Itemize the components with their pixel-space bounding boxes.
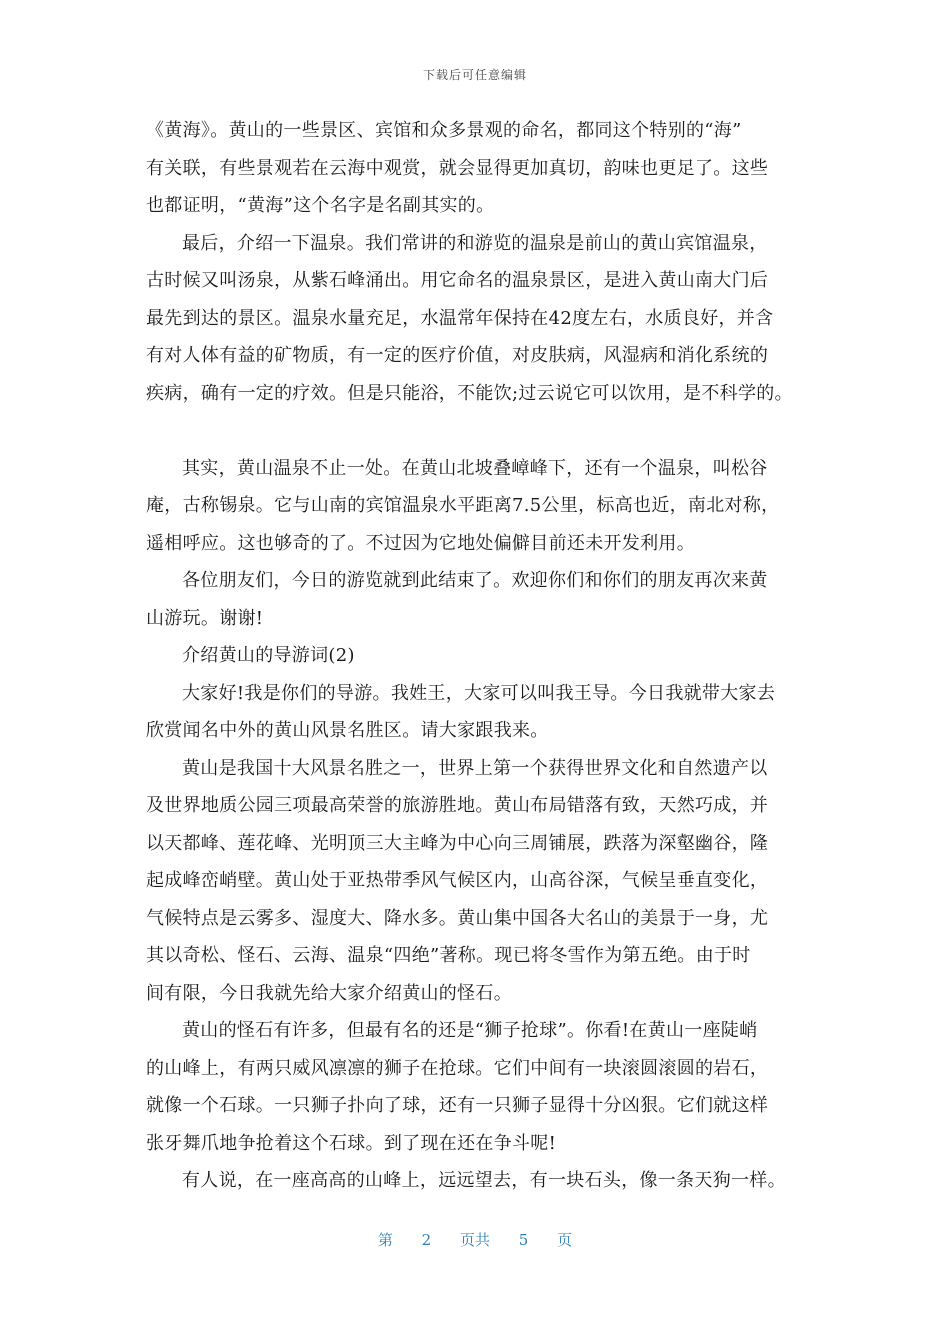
text-line: 也都证明，“黄海”这个名字是名副其实的。 (146, 195, 495, 216)
text-line: 有关联，有些景观若在云海中观赏，就会显得更加真切，韵味也更足了。这些 (146, 157, 769, 179)
text-line: 最先到达的景区。温泉水量充足，水温常年保持在42度左右，水质良好，并含 (146, 307, 774, 329)
footer-suffix: 页 (557, 1231, 573, 1249)
text-line: 及世界地质公园三项最高荣誉的旅游胜地。黄山布局错落有致，天然巧成，并 (146, 795, 769, 816)
text-line: 最后，介绍一下温泉。我们常讲的和游览的温泉是前山的黄山宾馆温泉， (182, 232, 768, 254)
total-page-number: 5 (518, 1231, 529, 1249)
text-line: 有人说，在一座高高的山峰上，远远望去，有一块石头，像一条天狗一样。 (182, 1170, 786, 1191)
text-line: 各位朋友们，今日的游览就到此结束了。欢迎你们和你们的朋友再次来黄 (182, 570, 768, 591)
text-line: 就像一个石球。一只狮子扑向了球，还有一只狮子显得十分凶狠。它们就这样 (146, 1095, 769, 1116)
text-line: 起成峰峦峭壁。黄山处于亚热带季风气候区内，山高谷深，气候呈垂直变化， (146, 870, 769, 891)
current-page-number: 2 (421, 1231, 432, 1249)
page-footer (0, 1229, 950, 1250)
footer-prefix: 第 (377, 1231, 393, 1249)
text-line: 张牙舞爪地争抢着这个石球。到了现在还在争斗呢! (146, 1132, 557, 1154)
text-line: 间有限，今日我就先给大家介绍黄山的怪石。 (146, 982, 512, 1004)
text-line: 《黄海》。黄山的一些景区、宾馆和众多景观的命名，都同这个特别的“海” (146, 120, 742, 141)
paragraph-gap (146, 412, 826, 450)
footer-middle: 页共 (459, 1231, 490, 1249)
text-line: 黄山的怪石有许多，但最有名的还是“狮子抢球”。你看!在黄山一座陡峭 (182, 1020, 758, 1041)
text-line: 遥相呼应。这也够奇的了。不过因为它地处偏僻目前还未开发利用。 (146, 532, 695, 554)
text-line: 大家好!我是你们的导游。我姓王，大家可以叫我王导。今日我就带大家去 (182, 682, 776, 704)
text-line: 黄山是我国十大风景名胜之一，世界上第一个获得世界文化和自然遗产以 (182, 757, 768, 779)
text-line: 疾病，确有一定的疗效。但是只能浴，不能饮;过云说它可以饮用，是不科学的。 (146, 382, 793, 404)
text-line: 古时候又叫汤泉，从紫石峰涌出。用它命名的温泉景区，是进入黄山南大门后 (146, 270, 769, 291)
document-body (146, 112, 826, 1200)
text-line: 其实，黄山温泉不止一处。在黄山北坡叠嶂峰下，还有一个温泉，叫松谷 (182, 457, 768, 479)
text-line: 气候特点是云雾多、湿度大、降水多。黄山集中国各大名山的美景于一身，尤 (146, 907, 769, 929)
text-line: 有对人体有益的矿物质，有一定的医疗价值，对皮肤病，风湿病和消化系统的 (146, 345, 769, 366)
section-heading: 介绍黄山的导游词(2) (182, 645, 355, 666)
text-line: 欣赏闻名中外的黄山风景名胜区。请大家跟我来。 (146, 720, 549, 741)
text-line: 其以奇松、怪石、云海、温泉“四绝”著称。现已将冬雪作为第五绝。由于时 (146, 945, 751, 966)
text-line: 以天都峰、莲花峰、光明顶三大主峰为中心向三周铺展，跌落为深壑幽谷，隆 (146, 832, 769, 854)
page-header: 下载后可任意编辑 (422, 68, 527, 82)
text-line: 的山峰上，有两只威风凛凛的狮子在抢球。它们中间有一块滚圆滚圆的岩石， (146, 1057, 769, 1079)
text-line: 庵，古称锡泉。它与山南的宾馆温泉水平距离7.5公里，标高也近，南北对称， (146, 495, 780, 516)
text-line: 山游玩。谢谢! (146, 607, 264, 629)
